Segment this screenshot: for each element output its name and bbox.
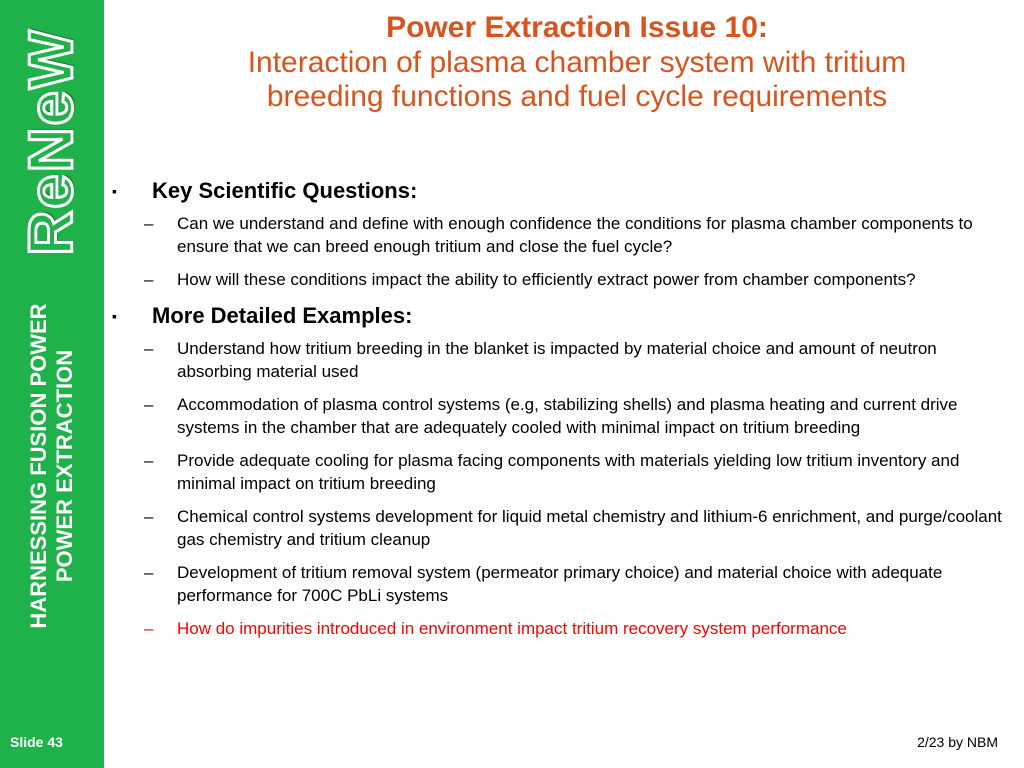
list-item-text: Understand how tritium breeding in the blanket is impacted by material choice and amount of neutron absorbing material used [177,339,937,381]
list-item [112,561,1002,607]
list-item-text: Provide adequate cooling for plasma facing components with materials yielding low tritium inventory and minimal impact on tritium breeding [177,451,960,493]
dash-bullet-icon: – [144,339,154,358]
list-item-text: Chemical control systems development for liquid metal chemistry and lithium-6 enrichment, and purge/coolant gas chemistry and tritium cleanup [177,507,1002,549]
list-item [112,268,1002,291]
list-item-text: Can we understand and define with enough confidence the conditions for plasma chamber components to ensure that we can breed enough tritium and close the fuel cycle? [177,214,973,256]
dash-bullet-icon: – [144,507,154,526]
list-item [112,337,1002,383]
title-sub-line1: Interaction of plasma chamber system with tritium [247,46,907,79]
dash-bullet-icon: – [144,395,154,414]
list-item [112,449,1002,495]
list-item-text: Development of tritium removal system (permeator primary choice) and material choice with adequate performance for 700C PbLi systems [177,563,943,605]
slide-title [150,10,1004,114]
section-heading-text: More Detailed Examples: [152,303,413,328]
dash-bullet-icon: – [144,451,154,470]
list-item-text: How will these conditions impact the ability to efficiently extract power from chamber components? [177,270,916,289]
sidebar-caption-line1: HARNESSING FUSION POWER [26,303,51,629]
key-questions-list [112,212,1002,291]
sidebar-caption [26,303,78,628]
dash-bullet-icon: – [144,619,154,638]
list-item-highlighted [112,617,1002,640]
section-heading-text: Key Scientific Questions: [152,178,418,203]
dash-bullet-icon: – [144,563,154,582]
list-item-text: Accommodation of plasma control systems (e.g, stabilizing shells) and plasma heating and current drive systems in the chamber that are adequately cooled with minimal impact on tritium breeding [177,395,958,437]
list-item [112,505,1002,551]
title-main: Power Extraction Issue 10: [386,11,768,44]
list-item [112,393,1002,439]
sidebar [0,0,104,768]
detailed-examples-list [112,337,1002,640]
slide-content [112,176,1002,650]
footer-date-author: 2/23 by NBM [917,734,998,750]
dash-bullet-icon: – [144,214,154,233]
square-bullet-icon: ▪ [112,183,117,199]
title-sub-line2: breeding functions and fuel cycle requirements [266,80,888,113]
slide-number: Slide 43 [10,734,63,750]
section-heading-key-questions [112,176,1002,206]
list-item [112,212,1002,258]
renew-logo: ReNeW [17,28,86,256]
section-heading-detailed-examples [112,301,1002,331]
square-bullet-icon: ▪ [112,308,117,324]
sidebar-caption-line2: POWER EXTRACTION [52,349,77,583]
dash-bullet-icon: – [144,270,154,289]
list-item-text: How do impurities introduced in environment impact tritium recovery system performance [177,619,847,638]
